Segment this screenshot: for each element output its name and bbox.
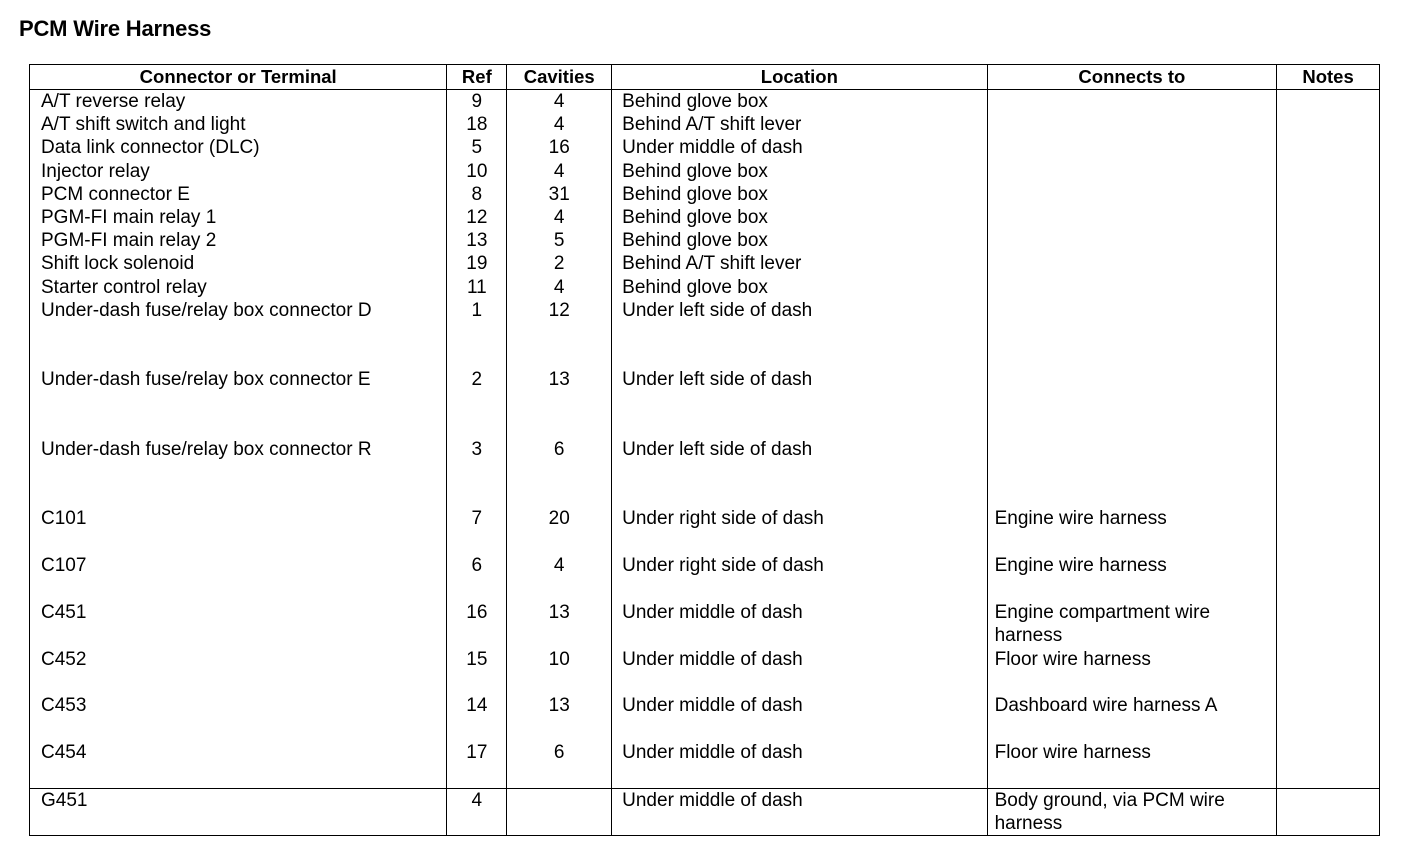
cell-connector: Data link connector (DLC) <box>30 136 447 159</box>
cell-ref: 16 <box>447 601 507 648</box>
cell-cavities: 4 <box>507 160 612 183</box>
cell-cavities: 4 <box>507 276 612 299</box>
table-header <box>30 65 1379 90</box>
cell-connects-to <box>988 368 1278 438</box>
cell-ref: 19 <box>447 252 507 275</box>
header-cavities: Cavities <box>507 65 612 89</box>
cell-connector: C107 <box>30 554 447 601</box>
table-row <box>30 368 1379 438</box>
page-title: PCM Wire Harness <box>19 16 212 41</box>
cell-cavities: 13 <box>507 368 612 438</box>
cell-location: Under right side of dash <box>612 507 987 554</box>
table-row <box>30 183 1379 206</box>
cell-ref: 1 <box>447 299 507 369</box>
table-row <box>30 554 1379 601</box>
table-row <box>30 113 1379 136</box>
cell-ref: 18 <box>447 113 507 136</box>
cell-cavities: 16 <box>507 136 612 159</box>
table-row <box>30 160 1379 183</box>
cell-connects-to: Body ground, via PCM wire harness <box>988 789 1278 835</box>
cell-connector: PGM-FI main relay 1 <box>30 206 447 229</box>
cell-location: Behind glove box <box>612 183 987 206</box>
cell-connector: C453 <box>30 694 447 741</box>
cell-connector: Under-dash fuse/relay box connector D <box>30 299 447 369</box>
cell-connects-to <box>988 229 1278 252</box>
table-row <box>30 438 1379 508</box>
table-row <box>30 136 1379 159</box>
cell-cavities: 5 <box>507 229 612 252</box>
cell-connector: C454 <box>30 741 447 788</box>
cell-connector: C451 <box>30 601 447 648</box>
table-row <box>30 741 1379 788</box>
cell-notes <box>1277 368 1379 438</box>
cell-ref: 13 <box>447 229 507 252</box>
cell-ref: 8 <box>447 183 507 206</box>
cell-location: Under left side of dash <box>612 438 987 508</box>
cell-cavities: 6 <box>507 438 612 508</box>
cell-location: Behind glove box <box>612 229 987 252</box>
cell-location: Behind glove box <box>612 160 987 183</box>
cell-connects-to <box>988 438 1278 508</box>
cell-connector: PCM connector E <box>30 183 447 206</box>
cell-notes <box>1277 601 1379 648</box>
table-row <box>30 601 1379 648</box>
cell-location: Behind A/T shift lever <box>612 113 987 136</box>
cell-cavities <box>507 789 612 835</box>
cell-notes <box>1277 183 1379 206</box>
table-row <box>30 206 1379 229</box>
cell-connects-to: Floor wire harness <box>988 741 1278 788</box>
cell-notes <box>1277 252 1379 275</box>
table-body <box>30 90 1379 835</box>
cell-ref: 6 <box>447 554 507 601</box>
table-row <box>30 276 1379 299</box>
cell-connects-to <box>988 90 1278 113</box>
cell-location: Under middle of dash <box>612 694 987 741</box>
cell-ref: 9 <box>447 90 507 113</box>
cell-notes <box>1277 160 1379 183</box>
cell-cavities: 13 <box>507 694 612 741</box>
cell-cavities: 31 <box>507 183 612 206</box>
cell-cavities: 4 <box>507 90 612 113</box>
cell-notes <box>1277 90 1379 113</box>
cell-ref: 17 <box>447 741 507 788</box>
cell-cavities: 13 <box>507 601 612 648</box>
cell-location: Under left side of dash <box>612 368 987 438</box>
cell-cavities: 2 <box>507 252 612 275</box>
cell-ref: 15 <box>447 648 507 695</box>
table-row <box>30 694 1379 741</box>
cell-location: Behind glove box <box>612 206 987 229</box>
cell-connects-to: Dashboard wire harness A <box>988 694 1278 741</box>
header-location: Location <box>612 65 987 89</box>
cell-connector: A/T shift switch and light <box>30 113 447 136</box>
table-row <box>30 90 1379 113</box>
cell-cavities: 20 <box>507 507 612 554</box>
cell-location: Under middle of dash <box>612 136 987 159</box>
table-row <box>30 648 1379 695</box>
cell-location: Under middle of dash <box>612 648 987 695</box>
cell-ref: 7 <box>447 507 507 554</box>
cell-connects-to <box>988 276 1278 299</box>
cell-connects-to <box>988 252 1278 275</box>
cell-connects-to <box>988 113 1278 136</box>
cell-connects-to <box>988 183 1278 206</box>
cell-connector: Under-dash fuse/relay box connector E <box>30 368 447 438</box>
cell-connector: G451 <box>30 789 447 835</box>
cell-connector: Starter control relay <box>30 276 447 299</box>
cell-location: Under middle of dash <box>612 601 987 648</box>
table-row <box>30 299 1379 369</box>
header-connector: Connector or Terminal <box>30 65 447 89</box>
cell-ref: 2 <box>447 368 507 438</box>
cell-cavities: 12 <box>507 299 612 369</box>
table-row <box>30 229 1379 252</box>
cell-location: Behind glove box <box>612 276 987 299</box>
cell-connects-to <box>988 160 1278 183</box>
cell-ref: 10 <box>447 160 507 183</box>
cell-connects-to: Floor wire harness <box>988 648 1278 695</box>
cell-connector: Injector relay <box>30 160 447 183</box>
cell-connector: C101 <box>30 507 447 554</box>
cell-notes <box>1277 229 1379 252</box>
cell-notes <box>1277 741 1379 788</box>
cell-notes <box>1277 206 1379 229</box>
header-connects-to: Connects to <box>988 65 1278 89</box>
table-row <box>30 788 1379 835</box>
cell-connects-to <box>988 299 1278 369</box>
cell-connects-to <box>988 136 1278 159</box>
cell-location: Under middle of dash <box>612 741 987 788</box>
header-ref: Ref <box>447 65 507 89</box>
cell-connector: A/T reverse relay <box>30 90 447 113</box>
cell-cavities: 4 <box>507 554 612 601</box>
cell-connects-to: Engine wire harness <box>988 507 1278 554</box>
header-notes: Notes <box>1302 66 1354 87</box>
cell-notes <box>1277 694 1379 741</box>
pcm-harness-table <box>29 64 1380 836</box>
table-row <box>30 507 1379 554</box>
cell-location: Under middle of dash <box>612 789 987 835</box>
cell-connector: PGM-FI main relay 2 <box>30 229 447 252</box>
cell-connects-to <box>988 206 1278 229</box>
cell-notes <box>1277 507 1379 554</box>
cell-ref: 3 <box>447 438 507 508</box>
cell-cavities: 10 <box>507 648 612 695</box>
cell-notes <box>1277 789 1379 835</box>
cell-location: Under right side of dash <box>612 554 987 601</box>
cell-connector: Shift lock solenoid <box>30 252 447 275</box>
cell-cavities: 4 <box>507 113 612 136</box>
cell-ref: 12 <box>447 206 507 229</box>
cell-notes <box>1277 554 1379 601</box>
cell-notes <box>1277 648 1379 695</box>
cell-connects-to: Engine compartment wire harness <box>988 601 1278 648</box>
cell-notes <box>1277 438 1379 508</box>
table-row <box>30 252 1379 275</box>
cell-location: Behind glove box <box>612 90 987 113</box>
cell-location: Under left side of dash <box>612 299 987 369</box>
cell-notes <box>1277 299 1379 369</box>
cell-cavities: 4 <box>507 206 612 229</box>
cell-notes <box>1277 276 1379 299</box>
cell-connector: C452 <box>30 648 447 695</box>
cell-cavities: 6 <box>507 741 612 788</box>
cell-location: Behind A/T shift lever <box>612 252 987 275</box>
cell-connector: Under-dash fuse/relay box connector R <box>30 438 447 508</box>
cell-ref: 5 <box>447 136 507 159</box>
cell-notes <box>1277 113 1379 136</box>
cell-connects-to: Engine wire harness <box>988 554 1278 601</box>
cell-notes <box>1277 136 1379 159</box>
cell-ref: 14 <box>447 694 507 741</box>
cell-ref: 11 <box>447 276 507 299</box>
cell-ref: 4 <box>447 789 507 835</box>
